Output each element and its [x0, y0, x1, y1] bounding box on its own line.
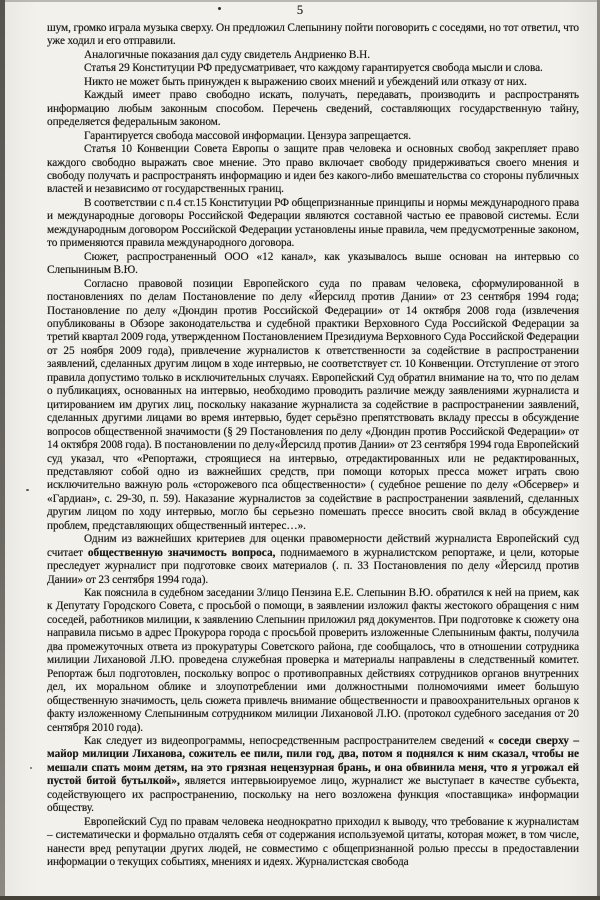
paragraph [47, 735, 579, 816]
text-segment: Согласно правовой позиции Европейского суда по правам человека, сформулированной в постановлениях по делам Постановление по делу «Йерсилд против Дании» от 23 сентября 1994 года; Постановление по делу «Дюндин против Российской Федерации» от 14 октября 2008 года (извлечения опубликованы в Обзоре законодательства и судебной практики Верховного Суда Российской Федерации за третий квартал 2009 года, утвержденном Постановлением Президиума Верховного Суда Российской Федерации от 25 ноября 2009 года), привлечение журналистов к ответственности за содействие в распространении заявлений, сделанных другим лицом в ходе интервью, не соответствует ст. 10 Конвенции. Отступление от этого правила допустимо только в исключительных случаях. Европейский Суд обратил внимание на то, что по делам о публикациях, основанных на интервью, необходимо проводить различие между заявлениями журналиста и цитированием им других лиц, поскольку наказание журналиста за содействие в распространении заявлений, сделанных другими лицами во время интервью, будет серьёзно препятствовать вкладу прессы в обсуждение вопросов общественной значимости (§ 29 Постановления по делу «Дюндин против Российской Федерации» от 14 октября 2008 года). В постановлении по делу«Йерсилд против Дании» от 23 сентября 1994 года Европейский суд указал, что «Репортажи, строящиеся на интервью, отредактированных или не редактированных, представляют собой одно из важнейших средств, при помощи которых пресса может играть свою исключительно важную роль «сторожевого пса общественности» ( судебное решение по делу «Обсервер» и «Гардиан», с. 29-30, п. 59). Наказание журналистов за содействие в распространении заявлений, сделанных другим лицом по ходу интервью, могло бы серьезно помешать прессе вносить свой вклад в обсуждение проблем, представляющих общественный интерес…». [47, 277, 579, 532]
paragraph [47, 587, 579, 735]
paragraph [47, 22, 579, 49]
text-segment: Статья 10 Конвенции Совета Европы о защите прав человека и основных свобод закрепляет право каждого свободно выражать свое мнение. Это право включает свободу придерживаться своего мнения и свободу получать и распространять информацию и идеи без какого-либо вмешательства со стороны публичных властей и независимо от государственных границ. [47, 143, 579, 196]
text-segment: Как следует из видеопрограммы, непосредственным распространителем сведений [84, 735, 489, 748]
text-segment: Статья 29 Конституции РФ предусматривает, что каждому гарантируется свобода мысли и слова. [84, 62, 543, 75]
text-segment: Как пояснила в судебном заседании 3/лицо Пензина Е.Е. Слепынин В.Ю. обратился к ней на прием, как к Депутату Городского Совета, с просьбой о помощи, в заявлении изложил факты жестокого обращения с ним соседей, работников милиции, к заявлению Слепынин приложил ряд документов. При подготовке к сюжету она направила письмо в адрес Прокурора города с просьбой проверить изложенные Слепыниным факты, получила два промежуточных ответа из прокуратуры Советского района, где сообщалось, что в отношении сотрудника милиции Лихановой Л.Ю. проведена служебная проверка и материалы направлены в следственный комитет. Репортаж был подготовлен, поскольку вопрос о противоправных действиях сотрудников органов внутренних дел, их моральном облике и злоупотреблении ими должностными полномочиями имеет большую общественную значимость, цель сюжета привлечь внимание общественности и правоохранительных органов к факту изложенному Слепыниным сотрудником милиции Лихановой Л.Ю. (протокол судебного заседания от 20 сентября 2010 года). [47, 587, 579, 734]
paragraph [47, 76, 579, 89]
paragraph [47, 130, 579, 143]
paragraph [47, 197, 579, 251]
text-segment: шум, громко играла музыка сверху. Он предложил Слепынину пойти поговорить с соседями, но тот ответил, что уже ходил и его отправили. [47, 22, 579, 48]
text-segment: Сюжет, распространенный ООО «12 канал», как указывалось выше основан на интервью со Слепыниным В.Ю. [47, 250, 579, 277]
text-segment-bold: общественную значимость вопроса, [87, 546, 276, 559]
scan-speck [30, 767, 32, 769]
scan-speck [26, 489, 29, 491]
paragraph [47, 89, 579, 129]
scan-edge-bottom [0, 896, 600, 900]
text-segment: поднимаемого в журналистском репортаже, и цели, которые преследует журналист при подготовке своих материалов (. п. 33 Постановления по делу «Йерсилд против Дании» от 23 сентября 1994 года). [47, 546, 579, 586]
page-number: 5 [296, 3, 304, 17]
text-segment: Гарантируется свобода массовой информации. Цензура запрещается. [84, 129, 412, 142]
scan-edge-top [0, 0, 600, 2]
paragraph [47, 251, 579, 278]
paragraph [47, 143, 579, 197]
text-segment-bold: « соседи сверху – майор милиции Лиханова, сожитель ее пили, пили год, два, потом я поднялся к ним сказал, чтобы не мешали спать моим детям, на это грязная нецензурная брань, и она обвинила меня, что я угрожал ей пустой битой бутылкой», [47, 735, 579, 788]
text-segment: Аналогичные показания дал суду свидетель Андриенко В.Н. [84, 48, 370, 61]
text-segment: Одним из важнейших критериев для оценки правомерности действий журналиста Европейский суд считает [47, 533, 579, 559]
paragraph [47, 278, 579, 534]
text-segment: Каждый имеет право свободно искать, получать, передавать, производить и распространять информацию любым законным способом. Перечень сведений, составляющих государственную тайну, определяется федеральным законом. [47, 89, 579, 129]
document-text-block [47, 22, 579, 870]
text-segment: является интервьюируемое лицо, журналист же выступает в качестве субъекта, содействующего их распространению, поскольку на него возложена функция «поставщика» информации обществу. [47, 775, 579, 815]
paragraph [47, 533, 579, 587]
text-segment: Европейский Суд по правам человека неоднократно приходил к выводу, что требование к журналистам – систематически и формально отдалять себя от содержания используемой цитаты, которая может, в том числе, нанести вред репутации других людей, не совместимо с общепризнанной ролью прессы в предоставлении информации о текущих событиях, мнениях и идеях. Журналистская свобода [47, 815, 579, 869]
paragraph [47, 49, 579, 62]
text-segment: Никто не может быть принужден к выражению своих мнений и убеждений или отказу от них. [84, 75, 527, 88]
scan-edge-left [0, 0, 5, 900]
paragraph [47, 62, 579, 75]
paragraph [47, 816, 579, 870]
text-segment: В соответствии с п.4 ст.15 Конституции РФ общепризнанные принципы и нормы международного права и международные договоры Российской Федерации являются составной частью ее правовой системы. Если международным договором Российской Федерации установлены иные правила, чем предусмотренные законом, то применяются правила международного договора. [47, 196, 579, 250]
